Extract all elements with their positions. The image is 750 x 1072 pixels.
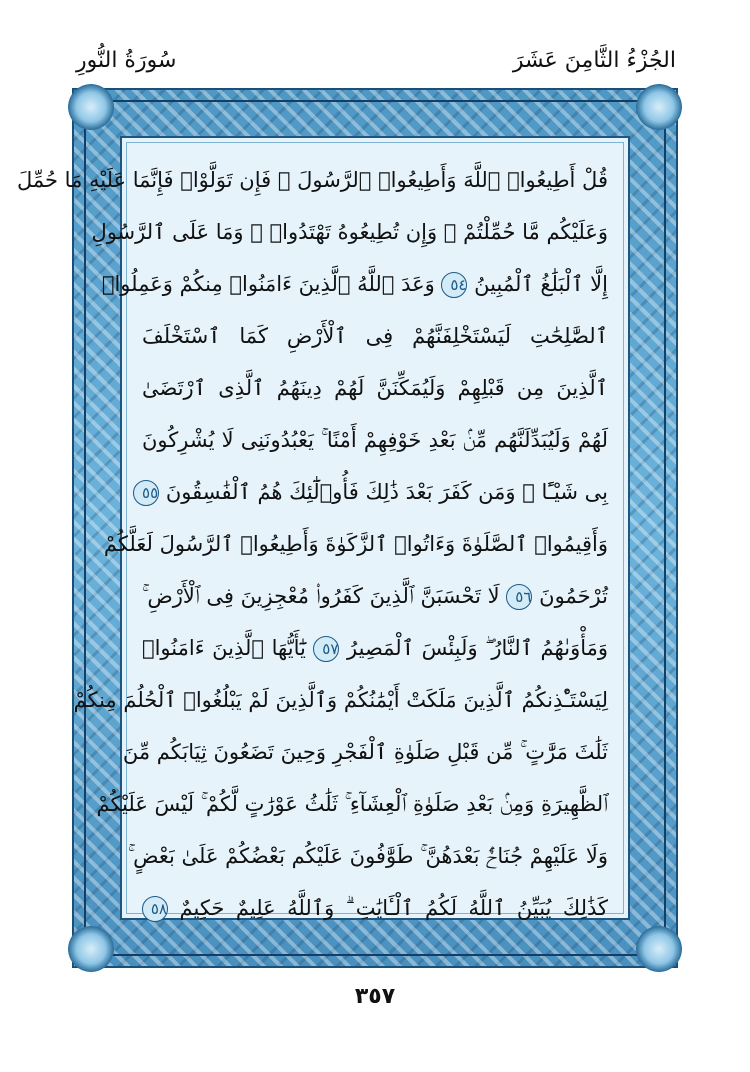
ayah-number-marker: ٥٤ [441,272,467,298]
verse-line: وَعَلَيْكُم مَّا حُمِّلْتُمْ ۖ وَإِن تُطِيعُوهُ تَهْتَدُوا۟ ۚ وَمَا عَلَى ٱلرَّسُولِ [91,220,608,244]
corner-ornament-icon [68,926,114,972]
page-header [76,48,676,88]
ayah-number-marker: ٥٨ [142,896,168,922]
verse-line: ٱلَّذِينَ مِن قَبْلِهِمْ وَلَيُمَكِّنَنَّ لَهُمْ دِينَهُمُ ٱلَّذِى ٱرْتَضَىٰ [142,376,608,400]
ayah-number-marker: ٥٦ [506,584,532,610]
verse-lines [16,154,608,934]
verse-line: إِلَّا ٱلْبَلَٰغُ ٱلْمُبِينُ ٥٤ وَعَدَ ٱللَّهُ ٱلَّذِينَ ءَامَنُوا۟ مِنكُمْ وَعَمِلُوا۟ [101,272,608,296]
verse-line: لَهُمْ وَلَيُبَدِّلَنَّهُم مِّنۢ بَعْدِ خَوْفِهِمْ أَمْنًا ۚ يَعْبُدُونَنِى لَا يُشْرِكُونَ [142,428,608,452]
corner-ornament-icon [636,84,682,130]
surah-name: سُورَةُ النُّورِ [76,48,177,73]
verse-line: ٱلظَّهِيرَةِ وَمِنۢ بَعْدِ صَلَوٰةِ ٱلْعِشَآءِ ۚ ثَلَٰثُ عَوْرَٰتٍ لَّكُمْ ۚ لَيْسَ عَلَيْكُمْ [96,792,608,816]
ayah-number-marker: ٥٥ [133,480,159,506]
verse-text-panel [16,136,630,920]
juz-name: الجُزْءُ الثَّامِنَ عَشَرَ [512,48,676,73]
verse-line: كَذَٰلِكَ يُبَيِّنُ ٱللَّهُ لَكُمُ ٱلْـَٔايَٰتِ ۗ وَٱللَّهُ عَلِيمٌ حَكِيمٌ ٥٨ [142,882,608,934]
verse-line: ٱلصَّٰلِحَٰتِ لَيَسْتَخْلِفَنَّهُمْ فِى ٱلْأَرْضِ كَمَا ٱسْتَخْلَفَ [142,324,608,348]
verse-line: تُرْحَمُونَ ٥٦ لَا تَحْسَبَنَّ ٱلَّذِينَ كَفَرُوا۟ مُعْجِزِينَ فِى ٱلْأَرْضِ ۚ [142,584,608,608]
verse-line: وَأَقِيمُوا۟ ٱلصَّلَوٰةَ وَءَاتُوا۟ ٱلزَّكَوٰةَ وَأَطِيعُوا۟ ٱلرَّسُولَ لَعَلَّكُمْ [103,532,608,556]
verse-line: قُلْ أَطِيعُوا۟ ٱللَّهَ وَأَطِيعُوا۟ ٱلرَّسُولَ ۖ فَإِن تَوَلَّوْا۟ فَإِنَّمَا عَلَيْهِ مَا حُمِّلَ [16,168,608,192]
page-number: ٣٥٧ [354,984,396,1009]
verse-line: بِى شَيْـًٔا ۚ وَمَن كَفَرَ بَعْدَ ذَٰلِكَ فَأُو۟لَٰٓئِكَ هُمُ ٱلْفَٰسِقُونَ ٥٥ [142,466,608,518]
verse-line: ثَلَٰثَ مَرَّٰتٍ ۚ مِّن قَبْلِ صَلَوٰةِ ٱلْفَجْرِ وَحِينَ تَضَعُونَ ثِيَابَكُم مِّنَ [122,740,608,764]
ornamental-frame [16,88,678,968]
verse-line: لِيَسْتَـْٔذِنكُمُ ٱلَّذِينَ مَلَكَتْ أَيْمَٰنُكُمْ وَٱلَّذِينَ لَمْ يَبْلُغُوا۟ ٱلْحُلُمَ مِنكُمْ [73,688,608,712]
ayah-number-marker: ٥٧ [313,636,339,662]
verse-line: وَمَأْوَىٰهُمُ ٱلنَّارُ ۖ وَلَبِئْسَ ٱلْمَصِيرُ ٥٧ يَٰٓأَيُّهَا ٱلَّذِينَ ءَامَنُوا۟ [142,636,608,660]
corner-ornament-icon [636,926,682,972]
verse-line: وَلَا عَلَيْهِمْ جُنَاحٌۢ بَعْدَهُنَّ ۚ طَوَّٰفُونَ عَلَيْكُم بَعْضُكُمْ عَلَىٰ بَعْضٍ ۚ [127,844,608,868]
corner-ornament-icon [68,84,114,130]
